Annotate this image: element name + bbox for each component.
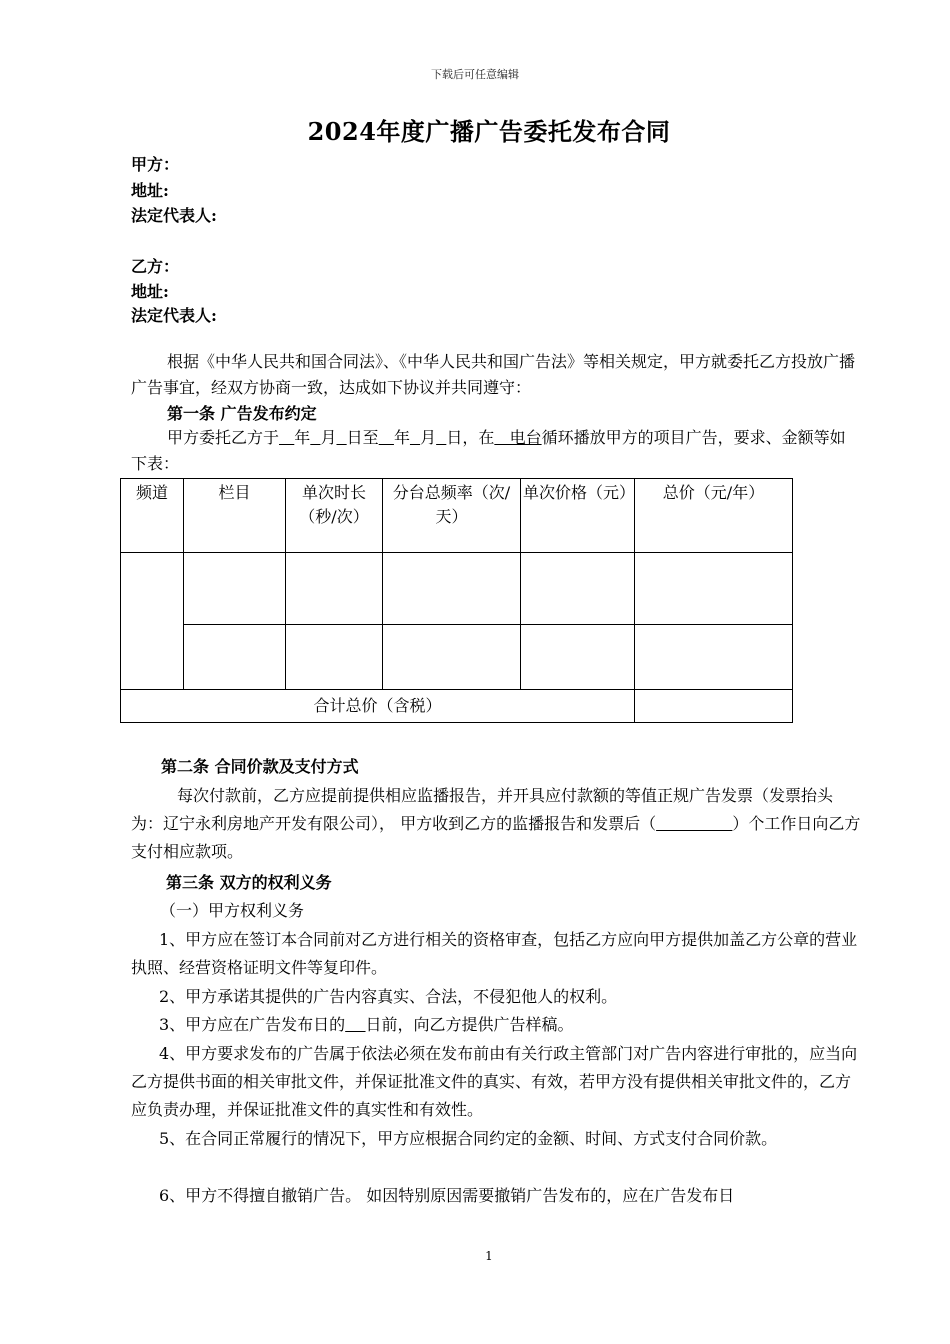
article2-paragraph: 每次付款前，乙方应提前提供相应监播报告，并开具应付款额的等值正规广告发票（发票抬头为：辽宁永利房地产开发有限公司）， 甲方收到乙方的监播报告和发票后（ ）个工作日向乙方支付相应款项。 <box>131 786 861 861</box>
intro-paragraph: 根据《中华人民共和国合同法》、《中华人民共和国广告法》等相关规定，甲方就委托乙方投放广播广告事宜，经双方协商一致，达成如下协议并共同遵守： <box>131 352 856 397</box>
table-cell <box>184 553 286 625</box>
table-header-cell: 单次价格（元） <box>521 479 635 553</box>
party-b-address-label: 地址: <box>131 282 169 301</box>
table-cell <box>383 553 521 625</box>
article1-paragraph: 甲方委托乙方于 年 月 日至 年 月 日，在 电台循环播放甲方的项目广告，要求、金额等如下表： <box>131 428 846 473</box>
table-header-row <box>121 479 793 553</box>
obligation-item-1: 1、甲方应在签订本合同前对乙方进行相关的资格审查，包括乙方应向甲方提供加盖乙方公章的营业执照、经营资格证明文件等复印件。 <box>131 930 858 977</box>
table-cell <box>635 553 793 625</box>
station-blank: 电台 <box>494 428 542 447</box>
header-note: 下载后可任意编辑 <box>431 68 519 81</box>
contract-title: 2024年度广播广告委托发布合同 <box>307 117 671 146</box>
table-cell <box>383 625 521 690</box>
total-label-cell: 合计总价（含税） <box>121 690 635 723</box>
table-header-cell: 分台总频率（次/天） <box>383 479 521 553</box>
total-value-cell <box>635 690 793 723</box>
table-row <box>121 625 793 690</box>
table-cell <box>521 625 635 690</box>
table-header-cell: 总价（元/年） <box>635 479 793 553</box>
table-cell <box>521 553 635 625</box>
table-header-cell: 栏目 <box>184 479 286 553</box>
fee-table <box>120 478 793 723</box>
table-cell <box>121 553 184 690</box>
table-row <box>121 553 793 625</box>
obligation-item-2: 2、甲方承诺其提供的广告内容真实、合法，不侵犯他人的权利。 <box>159 987 618 1006</box>
obligation-item-4: 4、甲方要求发布的广告属于依法必须在发布前由有关行政主管部门对广告内容进行审批的，应当向乙方提供书面的相关审批文件，并保证批准文件的真实、有效，若甲方没有提供相关审批文件的，乙方应负责办理，并保证批准文件的真实性和有效性。 <box>131 1044 858 1119</box>
article1-heading: 第一条 广告发布约定 <box>167 404 317 423</box>
obligation-item-6: 6、甲方不得擅自撤销广告。 如因特别原因需要撤销广告发布的，应在广告发布日 <box>159 1186 735 1205</box>
article2-heading: 第二条 合同价款及支付方式 <box>161 757 359 776</box>
article3-heading: 第三条 双方的权利义务 <box>166 873 332 892</box>
party-a-label: 甲方： <box>131 155 180 174</box>
party-a-address-label: 地址: <box>131 181 169 200</box>
page-number: 1 <box>485 1249 493 1263</box>
obligation-item-3: 3、甲方应在广告发布日的 日前，向乙方提供广告样稿。 <box>159 1015 574 1034</box>
party-a-rights-heading: （一）甲方权利义务 <box>160 901 305 920</box>
table-cell <box>635 625 793 690</box>
table-total-row <box>121 690 793 723</box>
table-cell <box>184 625 286 690</box>
table-cell <box>286 553 383 625</box>
table-cell <box>286 625 383 690</box>
table-header-cell: 频道 <box>121 479 184 553</box>
table-header-cell: 单次时长（秒/次） <box>286 479 383 553</box>
party-b-label: 乙方： <box>131 257 180 276</box>
party-a-rep-label: 法定代表人: <box>131 206 217 225</box>
party-b-rep-label: 法定代表人: <box>131 306 217 325</box>
obligation-item-5: 5、在合同正常履行的情况下，甲方应根据合同约定的金额、时间、方式支付合同价款。 <box>159 1129 778 1148</box>
